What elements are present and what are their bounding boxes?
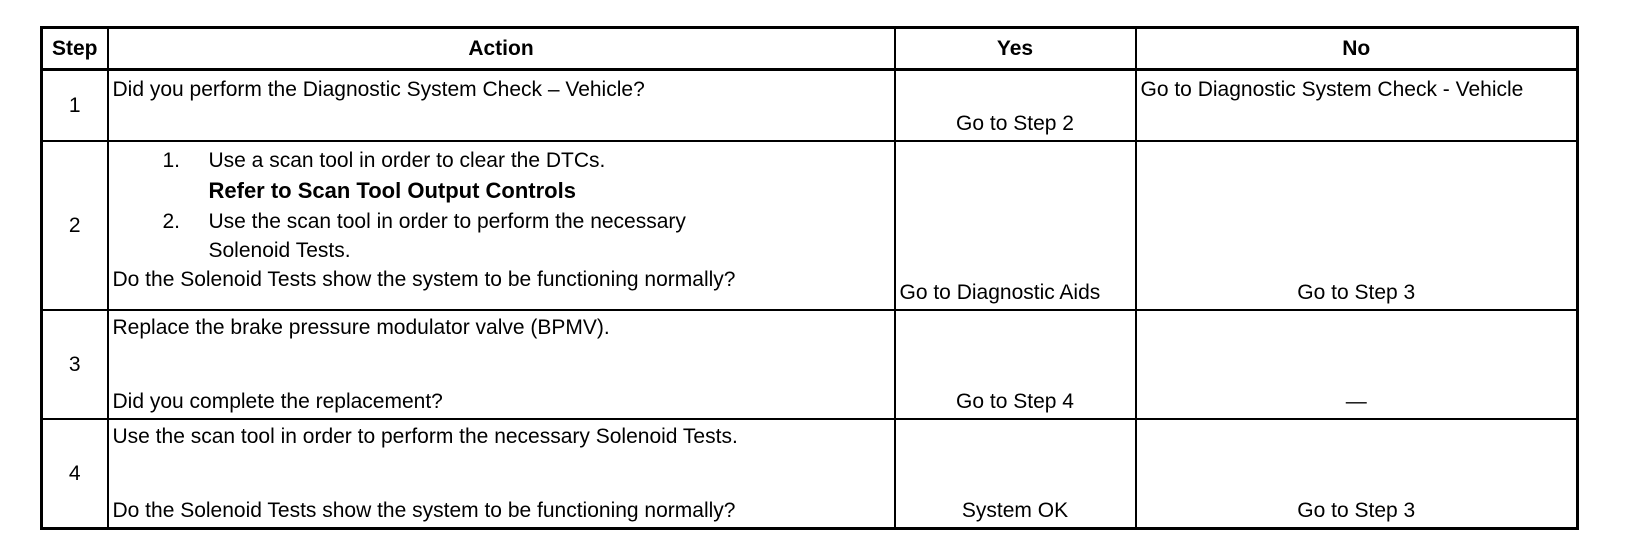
no-cell: Go to Diagnostic System Check - Vehicle <box>1136 70 1578 141</box>
table-row <box>42 419 1578 528</box>
action-text: Use the scan tool in order to perform the necessary Solenoid Tests. <box>112 425 738 449</box>
step-number: 3 <box>42 310 108 419</box>
action-cell <box>108 310 895 419</box>
no-cell: Go to Step 3 <box>1136 419 1578 528</box>
action-question: Did you complete the replacement? <box>112 390 443 414</box>
table-body <box>42 70 1578 529</box>
header-action: Action <box>108 28 895 70</box>
header-row <box>42 28 1578 70</box>
action-list-item <box>163 207 890 236</box>
no-cell: Go to Step 3 <box>1136 141 1578 310</box>
no-cell: — <box>1136 310 1578 419</box>
table-row <box>42 310 1578 419</box>
yes-cell: Go to Step 4 <box>895 310 1136 419</box>
table-row <box>42 70 1578 141</box>
action-question: Do the Solenoid Tests show the system to be functioning normally? <box>112 499 736 522</box>
diagnostic-table <box>40 26 1579 530</box>
list-item-text: Use a scan tool in order to clear the DTCs. <box>208 148 606 172</box>
action-cell <box>108 419 895 528</box>
action-list-item <box>163 146 890 175</box>
action-text: Replace the brake pressure modulator valve (BPMV). <box>112 315 610 339</box>
action-cell <box>108 141 895 310</box>
action-question: Do the Solenoid Tests show the system to be functioning normally? <box>112 267 736 291</box>
header-yes: Yes <box>895 28 1136 70</box>
step-number: 1 <box>42 70 108 141</box>
action-text: Did you perform the Diagnostic System Check – Vehicle? <box>112 78 645 101</box>
header-no: No <box>1136 28 1578 70</box>
yes-cell: Go to Step 2 <box>895 70 1136 141</box>
refer-link[interactable]: Refer to Scan Tool Output Controls <box>208 177 576 203</box>
step-number: 2 <box>42 141 108 310</box>
step-number: 4 <box>42 419 108 528</box>
action-cell <box>108 70 895 141</box>
yes-cell: Go to Diagnostic Aids <box>895 141 1136 310</box>
list-item-number: 2. <box>162 209 181 233</box>
action-content <box>113 422 890 525</box>
header-step: Step <box>42 28 108 70</box>
yes-cell: System OK <box>895 419 1136 528</box>
table-row <box>42 141 1578 310</box>
list-item-continuation: Solenoid Tests. <box>208 238 351 262</box>
list-item-text: Use the scan tool in order to perform the necessary <box>208 209 686 233</box>
action-content <box>113 313 890 416</box>
list-item-number: 1. <box>162 148 181 172</box>
table-header <box>42 28 1578 70</box>
